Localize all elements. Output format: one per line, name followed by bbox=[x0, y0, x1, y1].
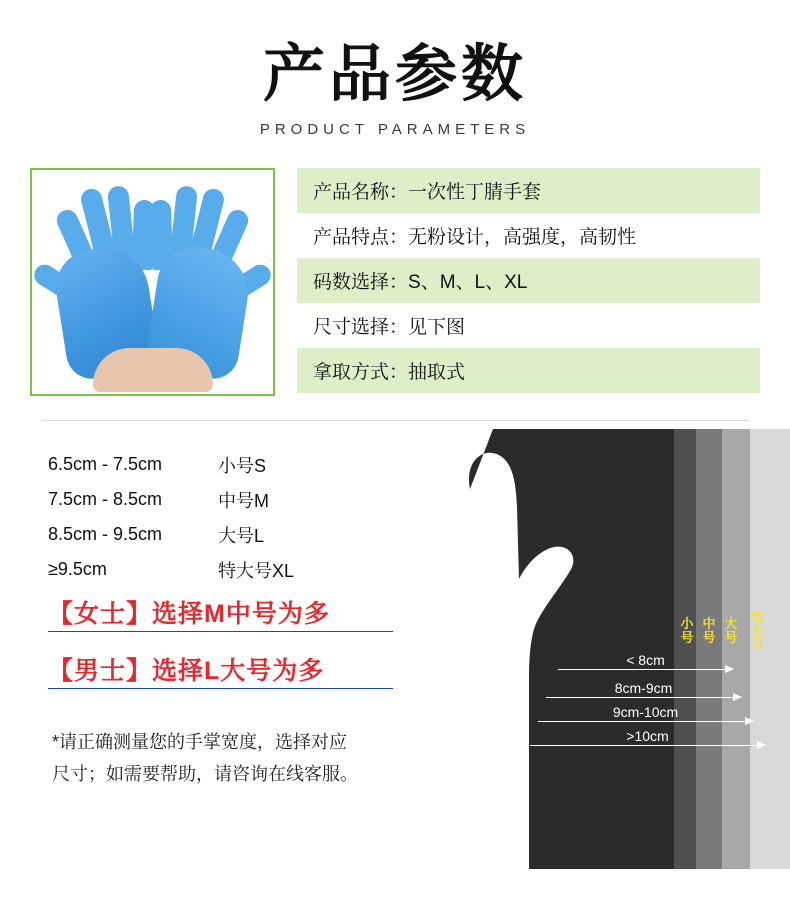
size-row bbox=[48, 552, 378, 587]
section-divider bbox=[42, 420, 748, 421]
size-tag-l: 大号 bbox=[724, 616, 738, 645]
spec-value: 无粉设计，高强度，高韧性 bbox=[408, 227, 637, 249]
size-tag-m: 中号 bbox=[702, 616, 716, 645]
size-row bbox=[48, 482, 378, 517]
page-title: 产品参数 bbox=[262, 40, 527, 109]
size-name: 特大号XL bbox=[218, 560, 295, 581]
measurement-note bbox=[52, 727, 452, 790]
measure-bar-l bbox=[538, 704, 753, 722]
spec-label: 产品名称： bbox=[313, 182, 409, 204]
spec-label: 尺寸选择： bbox=[313, 317, 409, 339]
measure-bar-s bbox=[558, 652, 733, 670]
measurement-note-line1: *请正确测量您的手掌宽度，选择对应 bbox=[52, 732, 348, 753]
size-tag-s: 小号 bbox=[680, 616, 694, 645]
measure-bar-m bbox=[546, 680, 741, 698]
spec-label: 产品特点： bbox=[313, 227, 409, 249]
size-name: 小号S bbox=[218, 455, 267, 476]
size-range: ≥9.5cm bbox=[48, 559, 107, 580]
wrist-skin bbox=[93, 348, 213, 392]
spec-value: 抽取式 bbox=[408, 362, 466, 384]
size-tag-xl: 特大号 bbox=[750, 610, 764, 653]
product-photo bbox=[30, 168, 275, 396]
spec-value: 见下图 bbox=[408, 317, 466, 339]
product-spec-section bbox=[0, 168, 790, 396]
spec-value: 一次性丁腈手套 bbox=[408, 182, 542, 204]
measurement-note-line2: 尺寸；如需要帮助，请咨询在线客服。 bbox=[52, 763, 358, 784]
measure-label: < 8cm bbox=[626, 652, 665, 669]
highlight-underline-female bbox=[48, 631, 393, 632]
highlight-underline-male bbox=[48, 688, 393, 689]
size-name: 大号L bbox=[218, 525, 265, 546]
spec-row bbox=[297, 303, 760, 348]
size-name: 中号M bbox=[218, 490, 269, 511]
measure-label: 8cm-9cm bbox=[614, 680, 673, 697]
arrow-head-icon bbox=[725, 665, 734, 673]
highlight-female: 【女士】选择M中号为多 bbox=[48, 600, 330, 629]
size-range: 8.5cm - 9.5cm bbox=[48, 524, 163, 545]
size-guide-section bbox=[0, 439, 790, 869]
arrow-head-icon bbox=[745, 717, 754, 725]
page-subtitle: PRODUCT PARAMETERS bbox=[259, 121, 531, 139]
arrow-head-icon bbox=[757, 741, 766, 749]
size-row bbox=[48, 447, 378, 482]
spec-value: S、M、L、XL bbox=[408, 272, 528, 294]
size-table bbox=[48, 447, 378, 587]
measure-label: >10cm bbox=[626, 728, 669, 745]
spec-row bbox=[297, 168, 760, 213]
measure-label: 9cm-10cm bbox=[612, 704, 679, 721]
spec-label: 码数选择： bbox=[313, 272, 409, 294]
spec-row bbox=[297, 213, 760, 258]
measure-bar-xl bbox=[530, 728, 765, 746]
spec-label: 拿取方式： bbox=[313, 362, 409, 384]
spec-row bbox=[297, 348, 760, 393]
spec-row bbox=[297, 258, 760, 303]
arrow-head-icon bbox=[733, 693, 742, 701]
page-header bbox=[0, 0, 790, 138]
hand-size-diagram bbox=[398, 429, 790, 869]
size-range: 6.5cm - 7.5cm bbox=[48, 454, 163, 475]
highlight-male: 【男士】选择L大号为多 bbox=[48, 657, 325, 686]
hand-silhouette-icon bbox=[398, 429, 790, 869]
spec-table bbox=[297, 168, 760, 393]
size-range: 7.5cm - 8.5cm bbox=[48, 489, 163, 510]
size-row bbox=[48, 517, 378, 552]
